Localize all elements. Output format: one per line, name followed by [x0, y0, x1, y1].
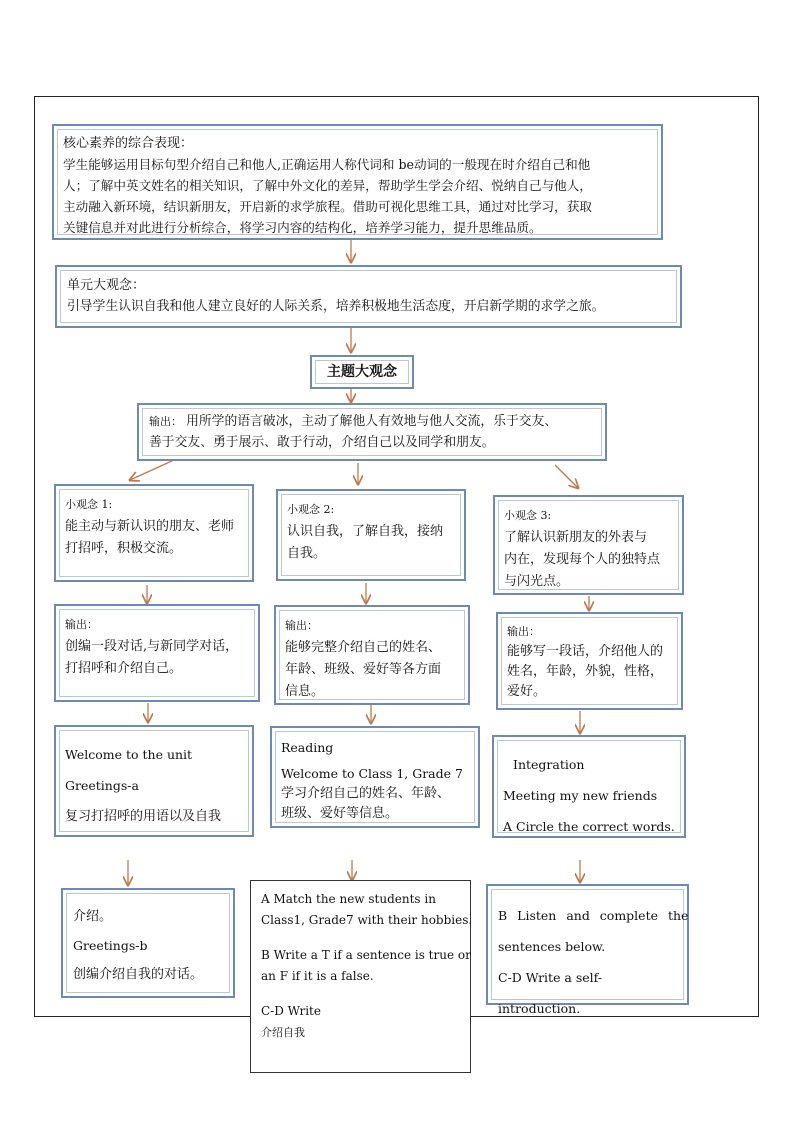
core-line-3: 主动融入新环境，结识新朋友，开启新的求学旅程。借助可视化思维工具，通过对比学习，获取 — [63, 199, 592, 214]
extra-3-line-2: sentences below. — [498, 939, 606, 954]
unit-text: 引导学生认识自我和他人建立良好的人际关系，培养积极地生活态度，开启新学期的求学之旅。 — [67, 299, 605, 314]
main-output-label: 输出： — [149, 415, 182, 428]
core-line-2: 人；了解中英文姓名的相关知识，了解中外文化的差异，帮助学生学会介绍、悦纳自己与他人， — [63, 178, 592, 193]
extra-box-1 — [61, 888, 235, 998]
output-label-2: 输出： — [285, 619, 318, 632]
output-2-line-3: 信息。 — [285, 684, 325, 699]
lesson-2-line-2: Welcome to Class 1, Grade 7 — [281, 766, 463, 781]
output-3-line-1: 能够写一段话，介绍他人的 — [507, 644, 664, 659]
idea-3-line-1: 了解认识新朋友的外表与 — [504, 530, 648, 545]
extra-2-line-1: A Match the new students in — [261, 892, 436, 906]
theme-big-idea-box — [310, 355, 414, 389]
lesson-3-line-1: Integration — [513, 757, 585, 772]
extra-2-line-3: B Write a T if a sentence is true or — [261, 948, 471, 962]
extra-1-line-2: Greetings-b — [73, 938, 148, 953]
extra-box-3 — [486, 884, 689, 1016]
lesson-box-3 — [492, 735, 686, 838]
main-output-line-1: 用所学的语言破冰，主动了解他人有效地与他人交流，乐于交友、 — [186, 414, 558, 429]
idea-2-line-2: 自我。 — [287, 546, 327, 561]
core-line-1: 学生能够运用目标句型介绍自己和他人,正确运用人称代词和 be动词的一般现在时介绍自己和他 — [63, 157, 591, 172]
lesson-3-line-2: Meeting my new friends — [503, 788, 658, 803]
extra-3-line-1: B Listen and complete the — [498, 908, 689, 923]
output-label-3: 输出： — [507, 625, 540, 638]
idea-2-line-1: 认识自我，了解自我，接纳 — [287, 524, 444, 539]
core-line-4: 关键信息并对此进行分析综合，将学习内容的结构化，培养学习能力，提升思维品质。 — [63, 220, 542, 235]
idea-label-1: 小观念 1: — [65, 498, 113, 511]
idea-3-line-2: 内在，发现每个人的独特点 — [504, 552, 661, 567]
output-3-line-3: 爱好。 — [507, 684, 547, 699]
extra-1-line-1: 介绍。 — [73, 909, 113, 924]
idea-label-3: 小观念 3: — [504, 509, 552, 522]
idea-3-line-3: 与闪光点。 — [504, 574, 570, 589]
idea-box-1 — [54, 484, 254, 582]
output-1-line-1: 创编一段对话,与新同学对话， — [65, 639, 239, 654]
extra-2-line-4: an F if it is a false. — [261, 969, 374, 983]
main-output-line-2: 善于交友、勇于展示、敢于行动，介绍自己以及同学和朋友。 — [149, 435, 495, 450]
extra-3-line-3: C-D Write a self-introduction. — [498, 970, 603, 1016]
lesson-1-line-2: Greetings-a — [65, 778, 139, 793]
idea-1-line-1: 能主动与新认识的朋友、老师 — [65, 519, 235, 534]
output-1-line-2: 打招呼和介绍自己。 — [65, 661, 183, 676]
idea-box-3 — [493, 495, 684, 595]
core-title: 核心素养的综合表现： — [63, 136, 194, 151]
output-box-2 — [274, 605, 470, 705]
lesson-1-line-1: Welcome to the unit — [65, 747, 193, 762]
core-competency-box — [52, 124, 663, 240]
output-box-3 — [496, 612, 683, 710]
idea-box-2 — [276, 489, 466, 581]
output-2-line-2: 年龄、班级、爱好等各方面 — [285, 662, 442, 677]
extra-2-line-6: 介绍自我 — [261, 1026, 305, 1039]
lesson-2-line-4: 班级、爱好等信息。 — [281, 806, 399, 821]
lesson-box-1 — [54, 725, 254, 837]
output-3-line-2: 姓名，年龄，外貌，性格， — [507, 664, 664, 679]
theme-title: 主题大观念 — [327, 364, 397, 380]
unit-title: 单元大观念： — [67, 278, 146, 293]
extra-2-line-5: C-D Write — [261, 1004, 321, 1018]
output-2-line-1: 能够完整介绍自己的姓名、 — [285, 640, 442, 655]
extra-1-line-3: 创编介绍自我的对话。 — [73, 967, 204, 982]
idea-label-2: 小观念 2: — [287, 503, 335, 516]
lesson-3-line-3: A Circle the correct words. — [503, 819, 675, 834]
main-output-box — [137, 403, 607, 461]
lesson-2-line-3: 学习介绍自己的姓名、年龄、 — [281, 786, 451, 801]
idea-1-line-2: 打招呼，积极交流。 — [65, 541, 183, 556]
output-box-1 — [54, 604, 260, 702]
output-label-1: 输出： — [65, 618, 98, 631]
extra-2-line-2: Class1, Grade7 with their hobbies. — [261, 913, 473, 927]
lesson-2-line-1: Reading — [281, 740, 334, 755]
extra-box-2 — [250, 880, 471, 1073]
lesson-1-line-3: 复习打招呼的用语以及自我 — [65, 809, 222, 824]
unit-big-idea-box — [55, 265, 682, 328]
lesson-box-2 — [270, 726, 480, 828]
